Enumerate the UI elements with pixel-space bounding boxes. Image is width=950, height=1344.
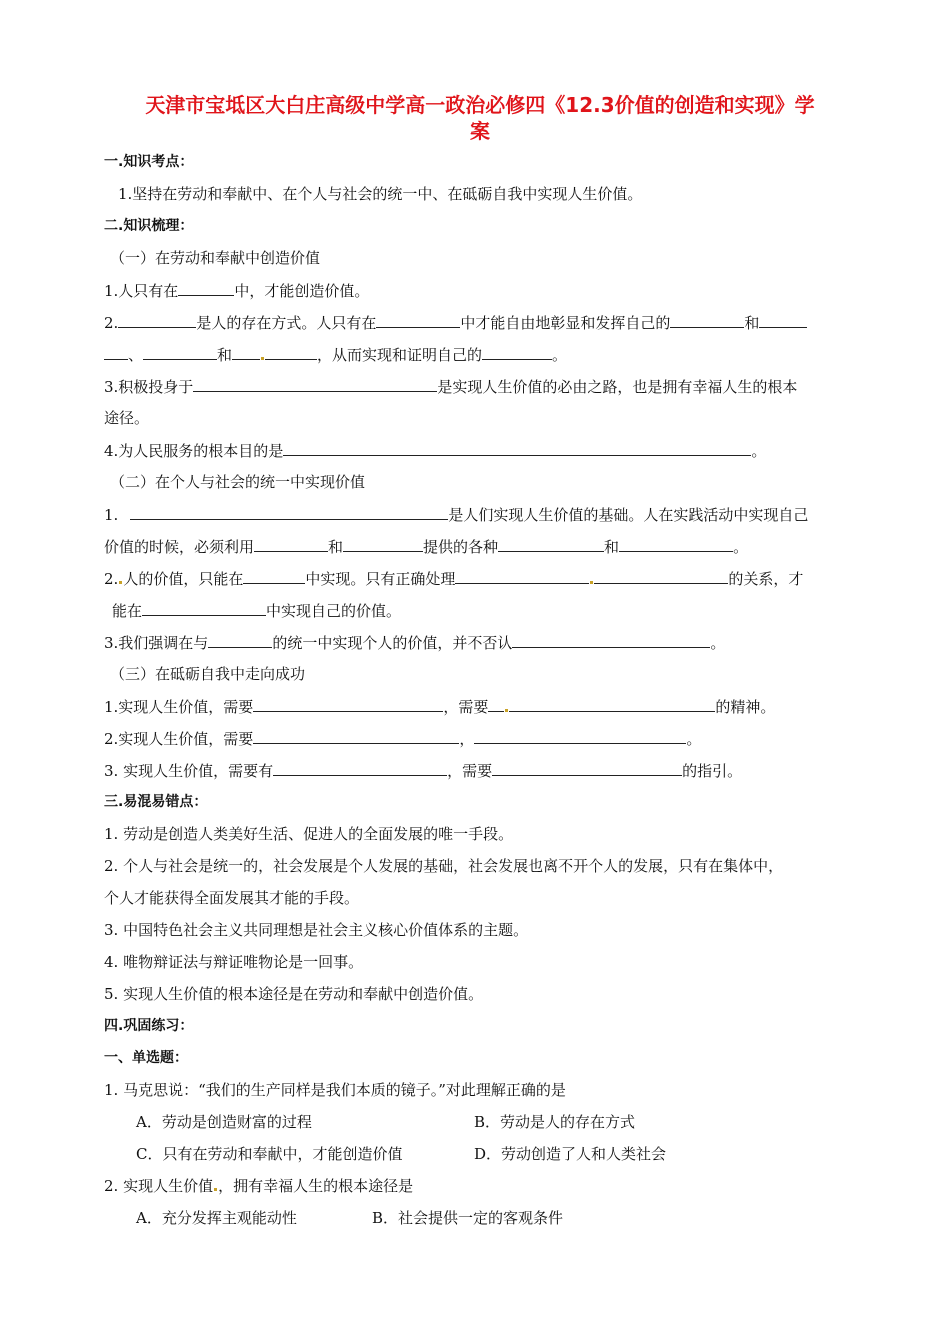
blank	[208, 632, 272, 648]
q1-option-b: B．劳动是人的存在方式	[474, 1113, 636, 1131]
fill-line-1: 1.人只有在 中，才能创造价值。	[104, 282, 370, 300]
fill-line-3: 3.积极投身于 是实现人生价值的必由之路，也是拥有幸福人生的根本	[104, 378, 798, 396]
question-1: 1. 马克思说：“我们的生产同样是我们本质的镜子。”对此理解正确的是	[104, 1081, 566, 1099]
subsection-2-title: （二）在个人与社会的统一中实现价值	[110, 473, 366, 491]
q2-option-b: B．社会提供一定的客观条件	[372, 1209, 564, 1227]
section-1-item: 1.坚持在劳动和奉献中、在个人与社会的统一中、在砥砺自我中实现人生价值。	[118, 185, 643, 203]
section-1-heading: 一.知识考点：	[104, 154, 194, 170]
section-2-heading: 二.知识梳理：	[104, 218, 194, 234]
fill-line-m3: 3.我们强调在与 的统一中实现个人的价值，并不否认 。	[104, 634, 726, 652]
blank	[376, 312, 460, 328]
blank	[253, 696, 443, 712]
dot-mark	[590, 581, 593, 584]
error-item-5: 5. 实现人生价值的根本途径是在劳动和奉献中创造价值。	[104, 985, 484, 1003]
fill-line-2: 2. 是人的存在方式。人只有在 中才能自由地彰显和发挥自己的 和	[104, 312, 870, 333]
blank	[492, 760, 682, 776]
blank	[283, 440, 751, 456]
blank	[253, 728, 459, 744]
error-item-3: 3. 中国特色社会主义共同理想是社会主义核心价值体系的主题。	[104, 921, 529, 939]
error-item-2: 2. 个人与社会是统一的，社会发展是个人发展的基础，社会发展也离不开个人的发展，只有在集体中，	[104, 857, 784, 875]
fill-line-n3: 3. 实现人生价值，需要有 ，需要 的指引。	[104, 762, 743, 780]
blank	[178, 280, 234, 296]
fill-line-m2: 2. 人的价值，只能在 中实现。只有正确处理 的关系，才	[104, 570, 804, 588]
subsection-1-title: （一）在劳动和奉献中创造价值	[110, 249, 321, 267]
blank	[265, 344, 317, 360]
blank	[594, 568, 728, 584]
blank	[243, 568, 305, 584]
blank	[104, 344, 128, 360]
q1-option-a: A．劳动是创造财富的过程	[136, 1113, 312, 1131]
blank	[130, 504, 448, 520]
document-title	[100, 92, 860, 144]
fill-line-4: 4.为人民服务的根本目的是 。	[104, 442, 767, 460]
blank	[759, 312, 807, 328]
blank	[619, 536, 733, 552]
blank	[512, 632, 710, 648]
blank	[273, 760, 447, 776]
blank	[498, 536, 604, 552]
title-line-2: 案	[470, 119, 490, 143]
dot-mark	[214, 1188, 217, 1191]
blank	[488, 696, 504, 712]
blank	[509, 696, 715, 712]
question-2: 2. 实现人生价值 ，拥有幸福人生的根本途径是	[104, 1177, 414, 1195]
dot-mark	[261, 357, 264, 360]
blank	[670, 312, 744, 328]
error-item-4: 4. 唯物辩证法与辩证唯物论是一回事。	[104, 953, 364, 971]
error-item-2-cont: 个人才能获得全面发展其才能的手段。	[104, 889, 360, 907]
q1-option-c: C．只有在劳动和奉献中，才能创造价值	[136, 1145, 403, 1163]
blank	[193, 376, 437, 392]
fill-line-m1: 1. 是人们实现人生价值的基础。人在实践活动中实现自己	[104, 506, 809, 524]
blank	[142, 600, 266, 616]
blank	[474, 728, 686, 744]
fill-line-m1-cont: 价值的时候，必须利用 和 提供的各种 和 。	[104, 538, 749, 556]
dot-mark	[505, 709, 508, 712]
section-4-heading: 四.巩固练习：	[104, 1018, 194, 1034]
q1-option-d: D．劳动创造了人和人类社会	[474, 1145, 667, 1163]
q2-option-a: A．充分发挥主观能动性	[136, 1209, 297, 1227]
title-line-1: 天津市宝坻区大白庄高级中学高一政治必修四《12.3价值的创造和实现》学	[145, 93, 815, 117]
fill-line-n2: 2.实现人生价值，需要 ， 。	[104, 730, 702, 748]
fill-line-3-cont: 途径。	[104, 409, 150, 427]
fill-line-m2-cont: 能在 中实现自己的价值。	[112, 602, 402, 620]
blank	[455, 568, 589, 584]
error-item-1: 1. 劳动是创造人类美好生活、促进人的全面发展的唯一手段。	[104, 825, 514, 843]
dot-mark	[119, 581, 122, 584]
blank	[343, 536, 423, 552]
fill-line-n1: 1.实现人生价值，需要 ，需要 的精神。	[104, 698, 776, 716]
section-3-heading: 三.易混易错点：	[104, 794, 208, 810]
blank	[482, 344, 552, 360]
fill-line-2-cont: 、 和 ，从而实现和证明自己的 。	[104, 344, 870, 365]
blank	[232, 344, 260, 360]
blank	[118, 312, 196, 328]
blank	[254, 536, 328, 552]
subsection-3-title: （三）在砥砺自我中走向成功	[110, 665, 306, 683]
blank	[143, 344, 217, 360]
single-choice-heading: 一、单选题：	[104, 1050, 188, 1066]
